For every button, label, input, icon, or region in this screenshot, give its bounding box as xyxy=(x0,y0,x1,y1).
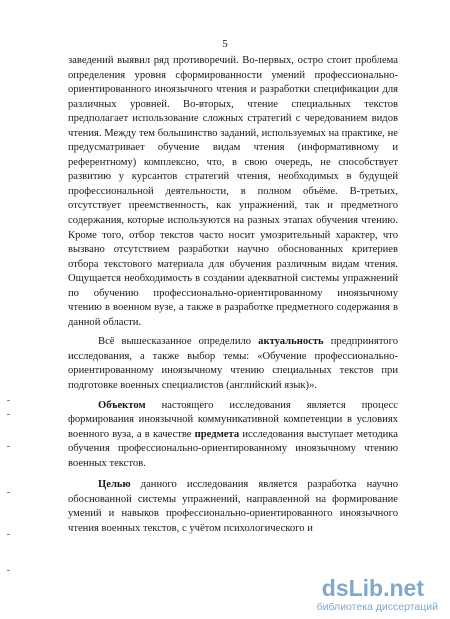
goal-text: данного исследования является разработка научно обоснованной системы упражнений, направленной на формирование умений и навыков профессионально-ориентированного иноязычного чтения военных текстов, с учётом психологического и xyxy=(68,479,398,534)
relevance-text-before: Всё вышесказанное определило xyxy=(98,336,259,348)
scan-margin-marks xyxy=(7,400,17,600)
paragraph-relevance xyxy=(68,335,398,393)
object-text-middle: настоящего исследования является процесс формирования иноязычной коммуникативной компетенции в условиях военного вуза, а в качестве xyxy=(68,399,398,440)
relevance-keyword: актуальность xyxy=(258,336,324,348)
watermark-logo: dsLib.net xyxy=(321,575,424,601)
subject-keyword: предмета xyxy=(194,428,240,440)
paragraph-contradictions: заведений выявил ряд противоречий. Во-первых, остро стоит проблема определения уровня сформированности умений профессионально-ориентированного иноязычного чтения и разработки спецификации для различных уровней. Во-вторых, чтение специальных текстов предполагает использование сложных стратегий с чередованием видов чтения. Между тем большинство заданий, используемых на практике, не предусматривает обучение видам чтения (информативному и референтному) комплексно, что, в свою очередь, не способствует развитию у курсантов стратегий чтения, необходимых в будущей профессиональной деятельности, в полном объёме. В-третьих, отсутствует преемственность, как упражнений, так и предметного содержания, которые используются на разных этапах обучения чтению. Кроме того, отбор текстов часто носит умозрительный характер, что вызвано отсутствием разработки научно обоснованных критериев отбора текстового материала для обучения различным видам чтения. Ощущается необходимость в создании адекватной системы упражнений по обучению профессионально-ориентированному иноязычному чтению в военном вузе, а также в разработке предметного содержания в данной области. xyxy=(68,55,398,328)
document-body xyxy=(68,54,398,537)
goal-keyword: Целью xyxy=(98,479,131,491)
page-number: 5 xyxy=(222,38,228,50)
object-text-after: исследования выступает методика обучения профессионально-ориентированному иноязычному чтению военных текстов. xyxy=(68,428,398,469)
paragraph-object xyxy=(68,399,398,472)
watermark-subtitle: библиотека диссертаций xyxy=(316,601,438,613)
object-keyword: Объектом xyxy=(98,399,146,411)
relevance-text-after: предпринятого исследования, а также выбор темы: «Обучение профессионально-ориентированному иноязычному чтению специальных текстов при подготовке военных специалистов (английский язык)». xyxy=(68,336,398,392)
paragraph-goal xyxy=(68,478,398,536)
watermark xyxy=(274,575,444,615)
